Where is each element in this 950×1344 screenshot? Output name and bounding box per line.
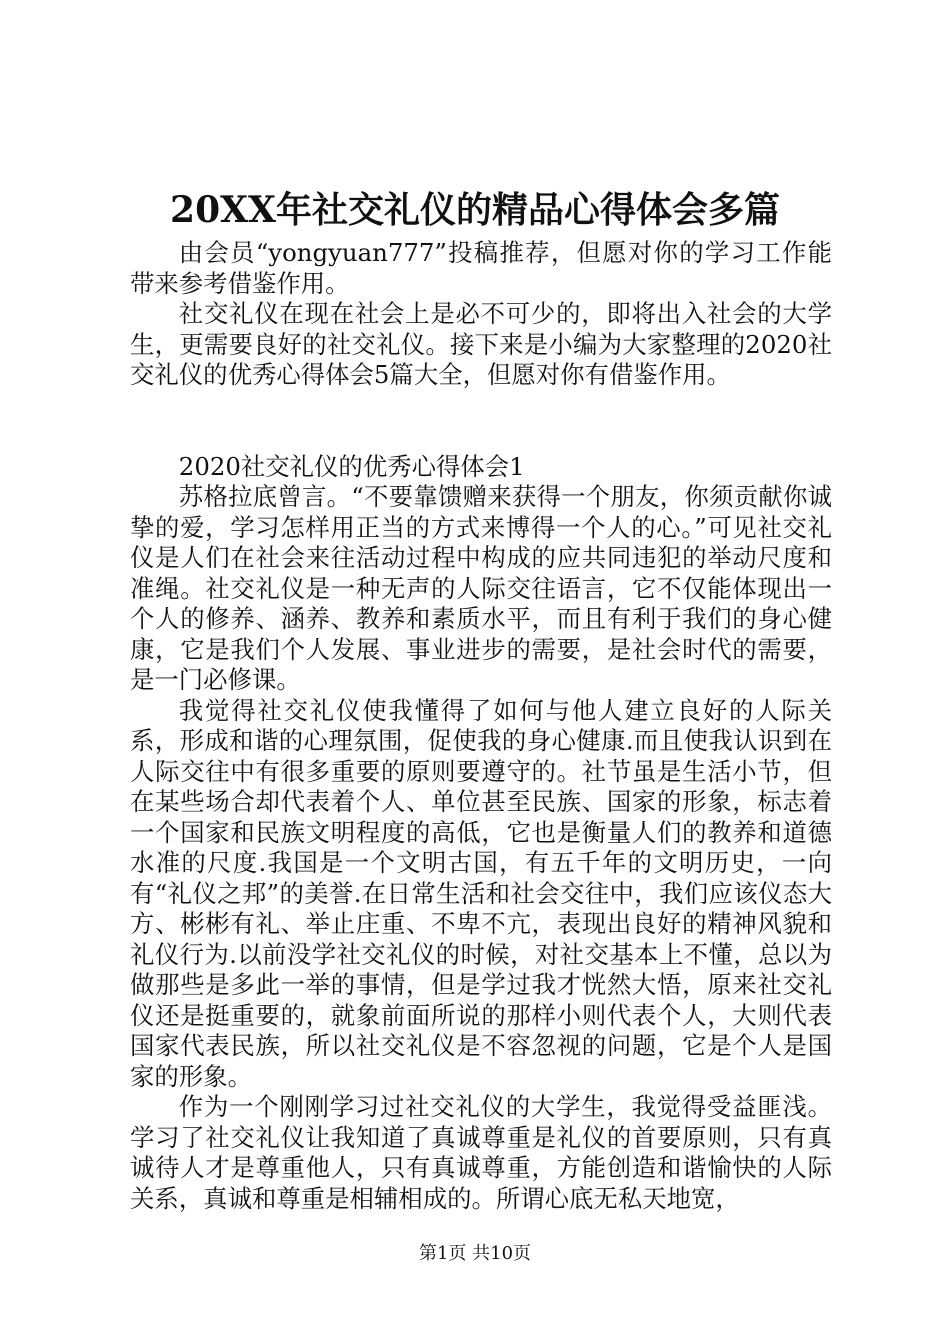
body-paragraph: 苏格拉底曾言。“不要靠馈赠来获得一个朋友，你须贡献你诚挚的爱，学习怎样用正当的方式来博得一个人的心。”可见社交礼仪是人们在社会来往活动过程中构成的应共同违犯的举动尺度和准绳。社交礼仪是一种无声的人际交往语言，它不仅能体现出一个人的修养、涵养、教养和素质水平，而且有利于我们的身心健康，它是我们个人发展、事业进步的需要，是社会时代的需要，是一门必修课。 (130, 482, 832, 694)
body-paragraph: 作为一个刚刚学习过社交礼仪的大学生，我觉得受益匪浅。学习了社交礼仪让我知道了真诚尊重是礼仪的首要原则，只有真诚待人才是尊重他人，只有真诚尊重，方能创造和谐愉快的人际关系，真诚和尊重是相辅相成的。所谓心底无私天地宽， (130, 1092, 832, 1213)
blank-line (130, 391, 832, 452)
body-paragraph: 我觉得社交礼仪使我懂得了如何与他人建立良好的人际关系，形成和谐的心理氛围，促使我的身心健康.而且使我认识到在人际交往中有很多重要的原则要遵守的。社节虽是生活小节，但在某些场合却代表着个人、单位甚至民族、国家的形象，标志着一个国家和民族文明程度的高低，它也是衡量人们的教养和道德水准的尺度.我国是一个文明古国，有五千年的文明历史，一向有“礼仪之邦”的美誉.在日常生活和社会交往中，我们应该仪态大方、彬彬有礼、举止庄重、不卑不亢，表现出良好的精神风貌和礼仪行为.以前没学社交礼仪的时候，对社交基本上不懂，总以为做那些是多此一举的事情，但是学过我才恍然大悟，原来社交礼仪还是挺重要的，就象前面所说的那样小则代表个人，大则代表国家代表民族，所以社交礼仪是不容忽视的问题，它是个人是国家的形象。 (130, 695, 832, 1091)
intro-paragraph: 由会员“yongyuan777”投稿推荐，但愿对你的学习工作能带来参考借鉴作用。 (130, 238, 832, 298)
section-heading: 2020社交礼仪的优秀心得体会1 (178, 451, 525, 481)
body-paragraph: 社交礼仪在现在社会上是必不可少的，即将出入社会的大学生，更需要良好的社交礼仪。接下来是小编为大家整理的2020社交礼仪的优秀心得体会5篇大全，但愿对你有借鉴作用。 (130, 299, 832, 389)
page-number-footer: 第1页 共10页 (418, 1243, 532, 1264)
document-title: 20XX年社交礼仪的精品心得体会多篇 (170, 189, 780, 231)
document-body (130, 238, 832, 1214)
